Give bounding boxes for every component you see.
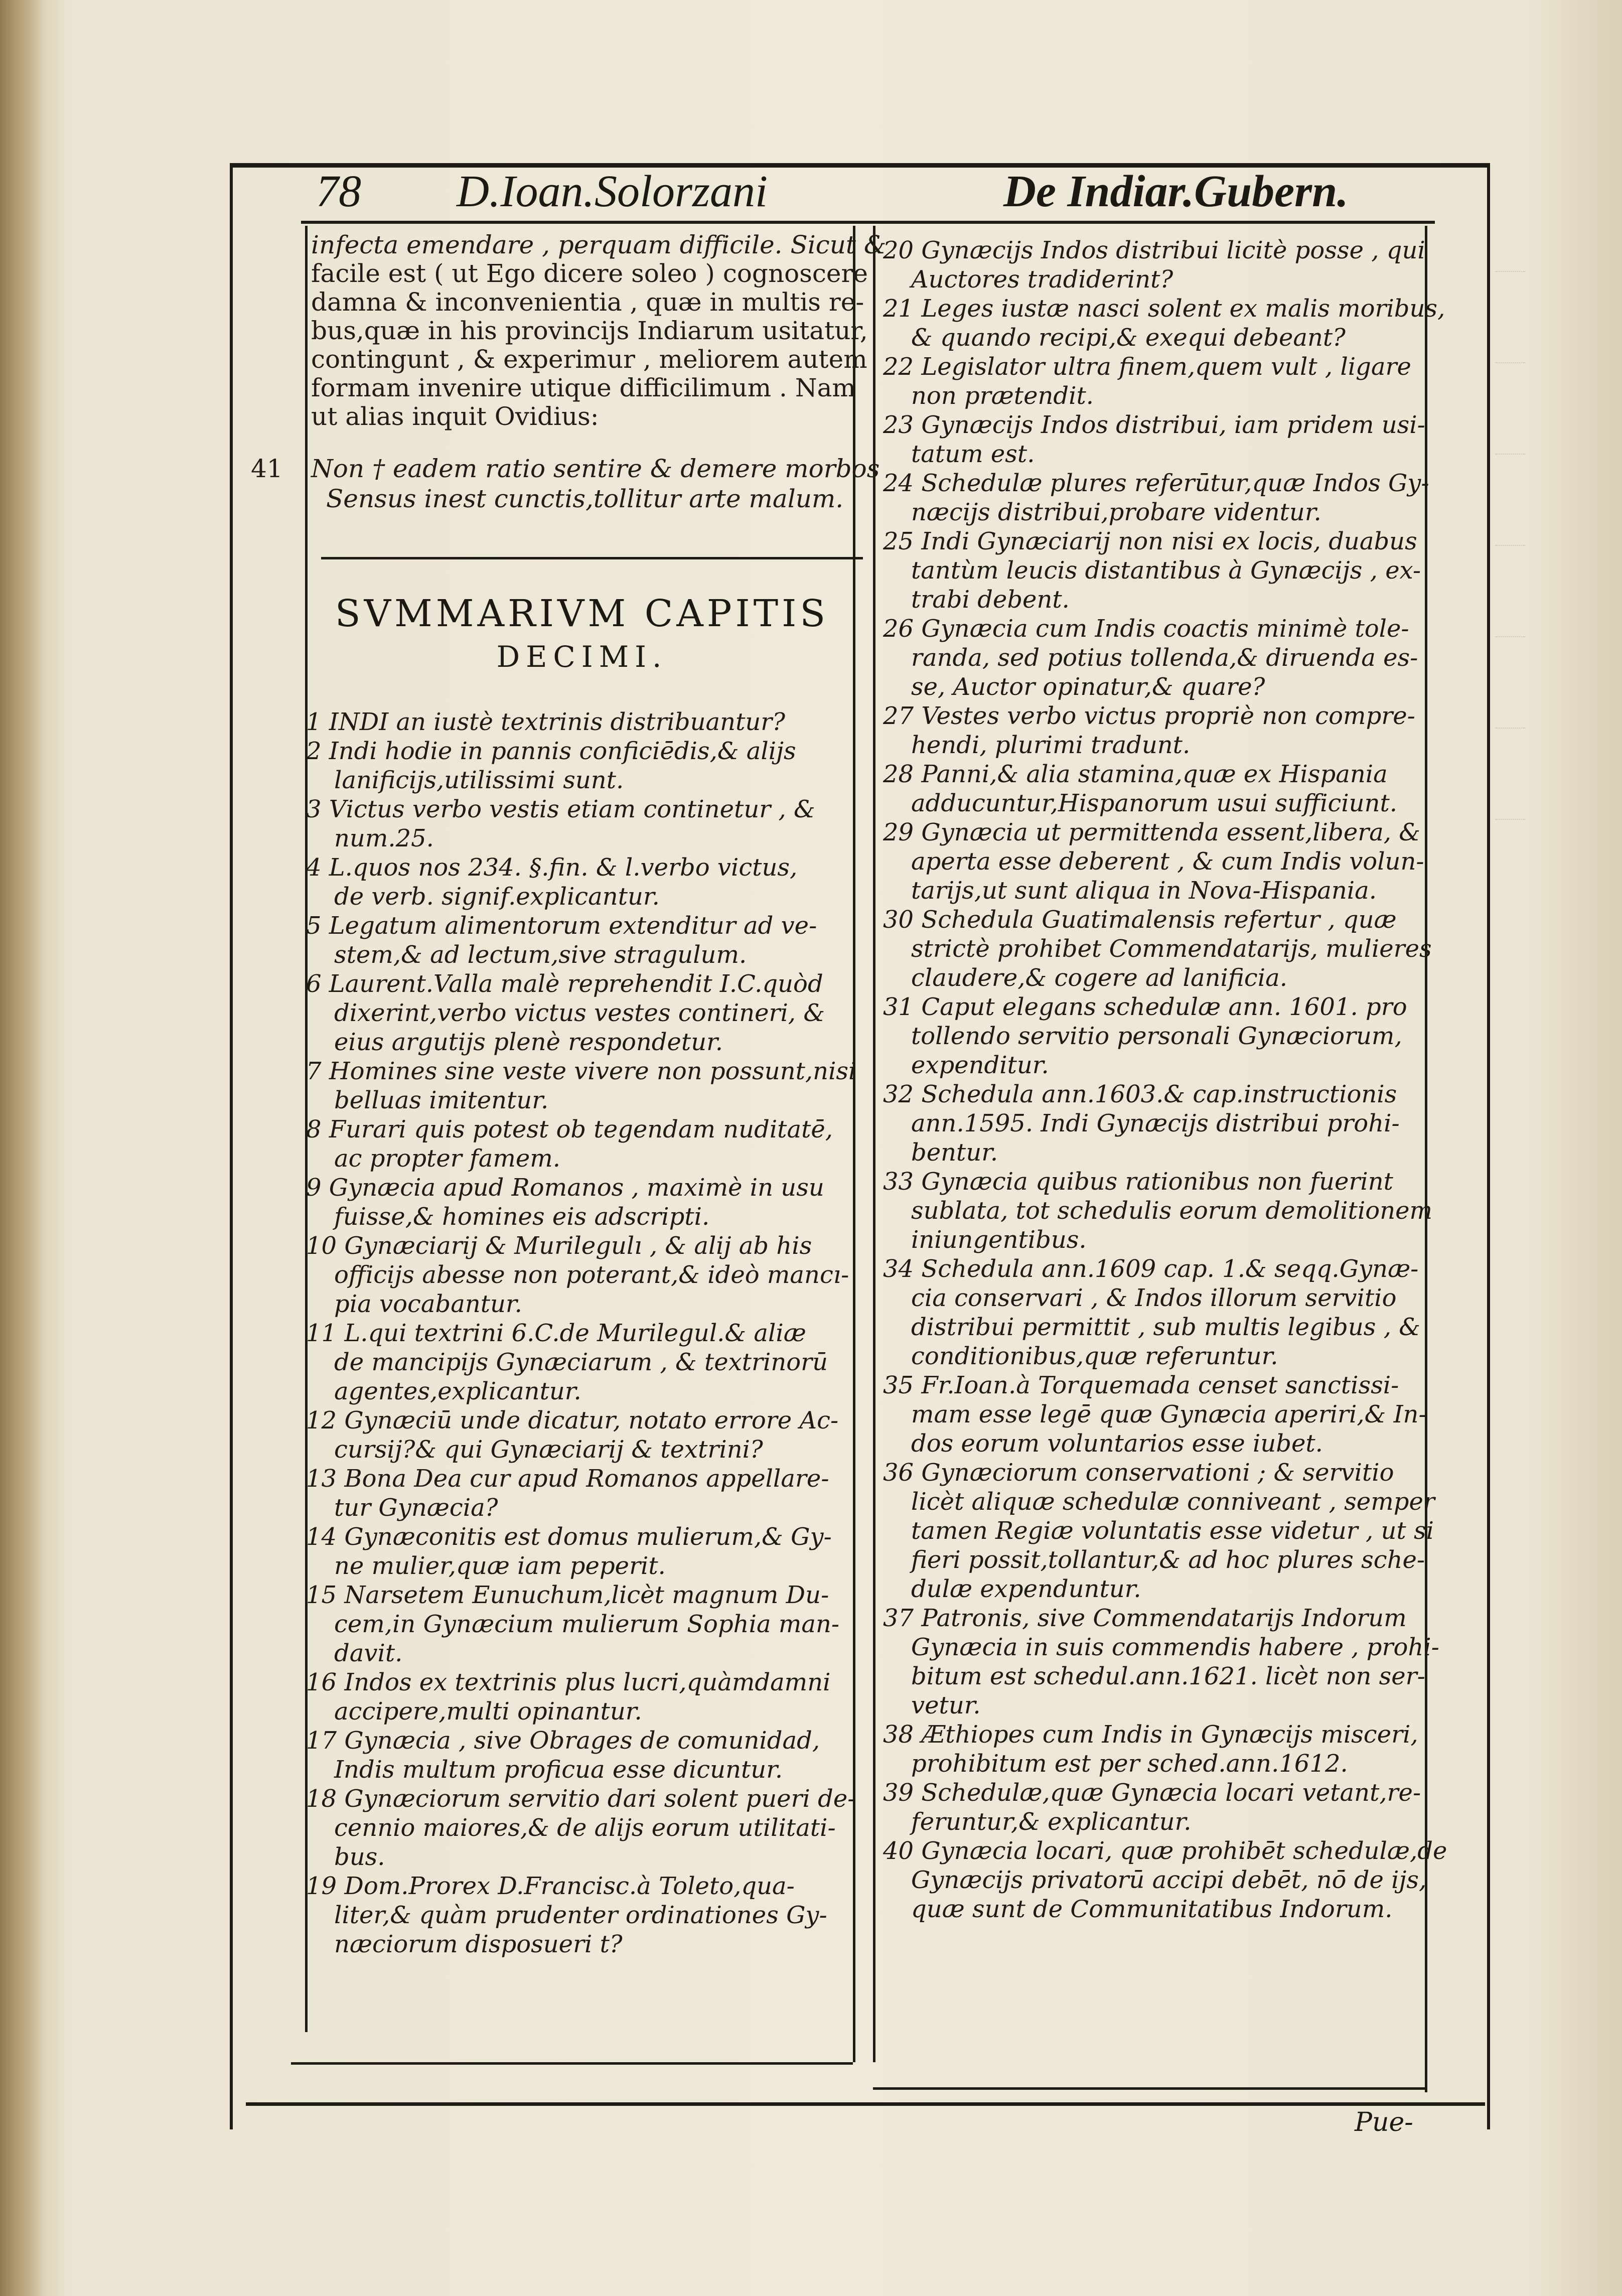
entry-number: 11 bbox=[306, 1319, 345, 1347]
entry-line: 33 Gynæcia quibus rationibus non fuerint bbox=[883, 1168, 1393, 1196]
entry-line: ne mulier,quæ iam peperit. bbox=[334, 1552, 666, 1580]
summary-entry bbox=[883, 1167, 1440, 1254]
entry-line: 4 L.quos nos 234. §.fin. & l.verbo victus, bbox=[306, 853, 798, 882]
entry-line: cennio maiores,& de alijs eorum utilitati- bbox=[334, 1814, 836, 1842]
entry-line: adducuntur,Hispanorum usui sufficiunt. bbox=[911, 789, 1398, 817]
entry-line: cursij?& qui Gynæciarij & textrini? bbox=[334, 1436, 763, 1464]
right-column-bottom-rule bbox=[873, 2087, 1425, 2090]
summary-entry bbox=[883, 410, 1440, 469]
entry-line: stem,& ad lectum,sive stragulum. bbox=[334, 941, 747, 969]
entry-line: & quando recipi,& exequi debeant? bbox=[911, 324, 1346, 352]
summary-entry bbox=[883, 1254, 1440, 1371]
entry-number: 34 bbox=[883, 1255, 922, 1283]
entry-number: 22 bbox=[883, 353, 922, 381]
entry-line: 19 Dom.Prorex D.Francisc.à Toleto,qua- bbox=[306, 1872, 795, 1900]
summary-entry bbox=[883, 352, 1440, 410]
entry-line: 10 Gynæciarij & Murilegulı , & alij ab his bbox=[306, 1232, 812, 1260]
summary-subtitle: DECIMI. bbox=[496, 640, 668, 674]
entry-line: 34 Schedula ann.1609 cap. 1.& seqq.Gynæ- bbox=[883, 1255, 1419, 1283]
header-author: D.Ioan.Solorzani bbox=[457, 167, 768, 216]
entry-line: trabi debent. bbox=[911, 586, 1070, 614]
entry-line: 21 Leges iustæ nasci solent ex malis moribus, bbox=[883, 295, 1445, 323]
show-through-marks bbox=[1495, 241, 1555, 2097]
summary-entry bbox=[883, 1720, 1440, 1778]
entry-number: 33 bbox=[883, 1168, 922, 1196]
entry-line: hendi, plurimi tradunt. bbox=[911, 731, 1191, 759]
entry-number: 13 bbox=[306, 1465, 345, 1493]
entry-line: prohibitum est per sched.ann.1612. bbox=[911, 1750, 1348, 1778]
entry-number: 27 bbox=[883, 702, 922, 730]
summary-entry bbox=[883, 992, 1440, 1080]
catchword: Pue- bbox=[1355, 2107, 1413, 2137]
summary-entry bbox=[883, 701, 1440, 760]
entry-number: 23 bbox=[883, 411, 922, 439]
entry-line: pia vocabantur. bbox=[334, 1290, 522, 1318]
entry-line: tarijs,ut sunt aliqua in Nova-Hispania. bbox=[911, 877, 1377, 905]
entry-line: dos eorum voluntarios esse iubet. bbox=[911, 1429, 1323, 1458]
entry-line: 31 Caput elegans schedulæ ann. 1601. pro bbox=[883, 993, 1407, 1021]
summary-entry bbox=[883, 1458, 1440, 1604]
entry-number: 3 bbox=[306, 795, 329, 823]
entry-line: 32 Schedula ann.1603.& cap.instructionis bbox=[883, 1080, 1397, 1108]
summary-entry bbox=[883, 905, 1440, 992]
summary-entry bbox=[883, 1778, 1440, 1836]
entry-line: bentur. bbox=[911, 1138, 998, 1167]
entry-line: 5 Legatum alimentorum extenditur ad ve- bbox=[306, 912, 817, 940]
entry-line: tatum est. bbox=[911, 440, 1035, 468]
entry-line: lanificijs,utilissimi sunt. bbox=[334, 766, 624, 794]
header-title: De Indiar.Gubern. bbox=[1003, 167, 1349, 216]
entry-line: 20 Gynæcijs Indos distribui licitè posse , qui bbox=[883, 236, 1425, 264]
intro-line: ut alias inquit Ovidius: bbox=[311, 402, 599, 431]
entry-line: quæ sunt de Communitatibus Indorum. bbox=[911, 1895, 1393, 1923]
entry-line: tantùm leucis distantibus à Gynæcijs , ex- bbox=[911, 556, 1421, 585]
entry-line: cia conservari , & Indos illorum servitio bbox=[911, 1284, 1397, 1312]
entry-line: 38 Æthiopes cum Indis in Gynæcijs misceri, bbox=[883, 1720, 1418, 1749]
entry-number: 26 bbox=[883, 615, 922, 643]
entry-number: 40 bbox=[883, 1837, 922, 1865]
entry-line: fieri possit,tollantur,& ad hoc plures sche- bbox=[911, 1546, 1425, 1574]
entry-number: 15 bbox=[306, 1581, 345, 1609]
entry-number: 6 bbox=[306, 970, 329, 998]
entry-line: 9 Gynæcia apud Romanos , maximè in usu bbox=[306, 1174, 824, 1202]
summary-entry bbox=[306, 1784, 858, 1872]
entry-line: officijs abesse non poterant,& ideò mancı- bbox=[334, 1261, 849, 1289]
entry-number: 1 bbox=[306, 708, 329, 736]
entry-number: 25 bbox=[883, 527, 922, 555]
summary-entry bbox=[883, 236, 1440, 294]
entry-line: tur Gynæcia? bbox=[334, 1494, 498, 1522]
entry-number: 37 bbox=[883, 1604, 922, 1632]
entry-line: ann.1595. Indi Gynæcijs distribui prohi- bbox=[911, 1109, 1400, 1137]
entry-line: Gynæcijs privatorū accipi debēt, nō de ijs, bbox=[911, 1866, 1427, 1894]
entry-line: davit. bbox=[334, 1639, 403, 1667]
entry-line: iniungentibus. bbox=[911, 1226, 1087, 1254]
entry-line: 24 Schedulæ plures referūtur,quæ Indos Gy- bbox=[883, 469, 1429, 497]
entry-line: distribui permittit , sub multis legibus , & bbox=[911, 1313, 1420, 1341]
entry-number: 30 bbox=[883, 906, 922, 934]
entry-line: num.25. bbox=[334, 824, 434, 852]
entry-line: Gynæcia in suis commendis habere , prohi- bbox=[911, 1633, 1439, 1661]
entry-line: 36 Gynæciorum conservationi ; & servitio bbox=[883, 1459, 1394, 1487]
entry-line: 40 Gynæcia locari, quæ prohibēt schedulæ,de bbox=[883, 1837, 1447, 1865]
entry-line: 14 Gynæconitis est domus mulierum,& Gy- bbox=[306, 1523, 832, 1551]
entry-line: aperta esse deberent , & cum Indis volun- bbox=[911, 847, 1424, 876]
margin-note-number: 41 bbox=[251, 454, 283, 483]
summary-entry bbox=[306, 795, 858, 853]
entry-line: 2 Indi hodie in pannis conficiēdis,& alijs bbox=[306, 737, 796, 765]
entry-line: sublata, tot schedulis eorum demolitionem bbox=[911, 1197, 1433, 1225]
intro-line: damna & inconvenientia , quæ in multis re- bbox=[311, 288, 864, 317]
summary-entry bbox=[883, 614, 1440, 701]
entry-number: 2 bbox=[306, 737, 329, 765]
entry-number: 14 bbox=[306, 1523, 345, 1551]
entry-line: 1 INDI an iustè textrinis distribuantur? bbox=[306, 708, 785, 736]
summary-entry bbox=[306, 1872, 858, 1959]
summary-entry bbox=[306, 969, 858, 1057]
running-header bbox=[301, 166, 1430, 226]
entry-line: 27 Vestes verbo victus propriè non compre- bbox=[883, 702, 1415, 730]
intro-line: contingunt , & experimur , meliorem autem bbox=[311, 345, 867, 374]
entry-line: cem,in Gynæcium mulierum Sophia man- bbox=[334, 1610, 840, 1638]
entry-number: 21 bbox=[883, 295, 922, 323]
left-column-bottom-rule bbox=[291, 2062, 853, 2065]
summary-entry bbox=[306, 1319, 858, 1406]
verse-line: Non † eadem ratio sentire & demere morbos bbox=[311, 454, 880, 483]
summary-entry bbox=[306, 737, 858, 795]
entry-line: eius argutijs plenè respondetur. bbox=[334, 1028, 723, 1056]
intro-paragraph bbox=[311, 230, 887, 431]
summary-entry bbox=[883, 1604, 1440, 1720]
entry-number: 24 bbox=[883, 469, 922, 497]
entry-number: 4 bbox=[306, 853, 329, 882]
summary-entry bbox=[306, 853, 858, 911]
header-rule bbox=[301, 221, 1435, 224]
entry-line: dixerint,verbo victus vestes contineri, & bbox=[334, 999, 825, 1027]
entry-number: 35 bbox=[883, 1371, 922, 1399]
entry-line: non prætendit. bbox=[911, 382, 1094, 410]
entry-line: 6 Laurent.Valla malè reprehendit I.C.quòd bbox=[306, 970, 823, 998]
entry-line: 35 Fr.Ioan.à Torquemada censet sanctissi- bbox=[883, 1371, 1399, 1399]
summary-entry bbox=[883, 1371, 1440, 1458]
section-rule bbox=[321, 557, 863, 559]
summary-entry bbox=[883, 818, 1440, 905]
verse-line: Sensus inest cunctis,tollitur arte malum. bbox=[326, 484, 844, 513]
intro-line: infecta emendare , perquam difficile. Sicut & bbox=[311, 230, 887, 259]
summary-entries-right bbox=[883, 236, 1447, 1924]
entry-line: ac propter famem. bbox=[334, 1144, 561, 1173]
summary-entry bbox=[306, 1231, 858, 1319]
summary-entry bbox=[306, 1173, 858, 1231]
entry-line: expenditur. bbox=[911, 1051, 1049, 1079]
summary-entries-left bbox=[306, 707, 858, 1959]
entry-number: 16 bbox=[306, 1668, 345, 1696]
entry-line: fuisse,& homines eis adscripti. bbox=[334, 1203, 710, 1231]
entry-line: agentes,explicantur. bbox=[334, 1377, 581, 1405]
summary-entry bbox=[306, 1464, 858, 1522]
intro-line: bus,quæ in his provincijs Indiarum usitatur, bbox=[311, 316, 868, 345]
summary-entry bbox=[883, 760, 1440, 818]
summary-entry bbox=[306, 1057, 858, 1115]
summary-entry bbox=[306, 1581, 858, 1668]
entry-line: bus. bbox=[334, 1843, 385, 1871]
entry-number: 8 bbox=[306, 1115, 329, 1143]
entry-line: Indis multum proficua esse dicuntur. bbox=[334, 1756, 783, 1784]
entry-line: næciorum disposueri t? bbox=[334, 1930, 623, 1958]
entry-number: 7 bbox=[306, 1057, 329, 1085]
entry-line: belluas imitentur. bbox=[334, 1086, 549, 1114]
entry-number: 36 bbox=[883, 1459, 922, 1487]
entry-number: 9 bbox=[306, 1174, 329, 1202]
summary-entry bbox=[883, 1836, 1447, 1924]
summary-entry bbox=[883, 1080, 1440, 1167]
entry-line: 15 Narsetem Eunuchum,licèt magnum Du- bbox=[306, 1581, 829, 1609]
entry-line: claudere,& cogere ad lanificia. bbox=[911, 964, 1287, 992]
entry-number: 39 bbox=[883, 1779, 922, 1807]
entry-line: 3 Victus verbo vestis etiam continetur , & bbox=[306, 795, 815, 823]
entry-line: 16 Indos ex textrinis plus lucri,quàmdamni bbox=[306, 1668, 831, 1696]
entry-number: 10 bbox=[306, 1232, 345, 1260]
entry-line: 12 Gynæciū unde dicatur, notato errore Ac- bbox=[306, 1406, 839, 1434]
entry-line: dulæ expenduntur. bbox=[911, 1575, 1141, 1603]
intro-line: facile est ( ut Ego dicere soleo ) cognoscere bbox=[311, 259, 868, 288]
book-gutter-shadow bbox=[0, 0, 45, 2296]
entry-line: feruntur,& explicantur. bbox=[911, 1808, 1192, 1836]
entry-line: randa, sed potius tollenda,& diruenda es- bbox=[911, 644, 1418, 672]
summary-entry bbox=[306, 707, 858, 737]
entry-number: 19 bbox=[306, 1872, 345, 1900]
summary-entry bbox=[306, 911, 858, 969]
center-rule-right bbox=[873, 226, 875, 2062]
entry-line: strictè prohibet Commendatarijs, mulieres bbox=[911, 935, 1432, 963]
entry-number: 12 bbox=[306, 1406, 345, 1434]
entry-number: 5 bbox=[306, 912, 329, 940]
entry-line: 8 Furari quis potest ob tegendam nuditatē, bbox=[306, 1115, 833, 1143]
entry-line: tollendo servitio personali Gynæciorum, bbox=[911, 1022, 1402, 1050]
summary-title: SVMMARIVM CAPITIS bbox=[335, 592, 829, 635]
page-number: 78 bbox=[316, 167, 361, 216]
entry-line: Auctores tradiderint? bbox=[911, 265, 1173, 294]
entry-number: 20 bbox=[883, 236, 922, 264]
summary-entry bbox=[883, 469, 1440, 527]
entry-line: tamen Regiæ voluntatis esse videtur , ut si bbox=[911, 1517, 1434, 1545]
entry-line: 25 Indi Gynæciarij non nisi ex locis, duabus bbox=[883, 527, 1417, 555]
entry-line: de verb. signif.explicantur. bbox=[334, 883, 660, 911]
entry-line: vetur. bbox=[911, 1691, 981, 1719]
entry-line: bitum est schedul.ann.1621. licèt non ser- bbox=[911, 1662, 1425, 1690]
entry-line: liter,& quàm prudenter ordinationes Gy- bbox=[334, 1901, 827, 1929]
entry-number: 18 bbox=[306, 1785, 345, 1813]
summary-entry bbox=[306, 1115, 858, 1173]
entry-line: accipere,multi opinantur. bbox=[334, 1697, 642, 1726]
entry-line: 28 Panni,& alia stamina,quæ ex Hispania bbox=[883, 760, 1388, 788]
entry-line: 7 Homines sine veste vivere non possunt,nisi bbox=[306, 1057, 856, 1085]
entry-number: 31 bbox=[883, 993, 922, 1021]
entry-line: mam esse legē quæ Gynæcia aperiri,& In- bbox=[911, 1400, 1427, 1428]
entry-line: 13 Bona Dea cur apud Romanos appellare- bbox=[306, 1465, 829, 1493]
entry-line: licèt aliquæ schedulæ conniveant , semper bbox=[911, 1488, 1435, 1516]
frame-bottom-rule bbox=[246, 2102, 1485, 2106]
entry-line: næcijs distribui,probare videntur. bbox=[911, 498, 1321, 526]
entry-number: 38 bbox=[883, 1720, 922, 1749]
entry-line: 30 Schedula Guatimalensis refertur , quæ bbox=[883, 906, 1397, 934]
summary-entry bbox=[883, 294, 1445, 352]
entry-line: se, Auctor opinatur,& quare? bbox=[911, 673, 1265, 701]
summary-entry bbox=[306, 1522, 858, 1581]
summary-entry bbox=[883, 527, 1440, 614]
entry-number: 17 bbox=[306, 1727, 345, 1755]
entry-number: 28 bbox=[883, 760, 922, 788]
entry-line: conditionibus,quæ referuntur. bbox=[911, 1342, 1278, 1370]
entry-line: 18 Gynæciorum servitio dari solent pueri de- bbox=[306, 1785, 856, 1813]
summary-entry bbox=[306, 1726, 858, 1784]
entry-line: 23 Gynæcijs Indos distribui, iam pridem usi- bbox=[883, 411, 1425, 439]
entry-line: 26 Gynæcia cum Indis coactis minimè tole- bbox=[883, 615, 1409, 643]
intro-line: formam invenire utique difficilimum . Nam bbox=[311, 373, 856, 402]
entry-number: 32 bbox=[883, 1080, 922, 1108]
entry-line: 22 Legislator ultra finem,quem vult , ligare bbox=[883, 353, 1411, 381]
entry-line: 29 Gynæcia ut permittenda essent,libera, & bbox=[883, 818, 1421, 846]
entry-line: 11 L.qui textrini 6.C.de Murilegul.& aliæ bbox=[306, 1319, 806, 1347]
entry-line: 17 Gynæcia , sive Obrages de comunidad, bbox=[306, 1727, 820, 1755]
entry-line: de mancipijs Gynæciarum , & textrinorū bbox=[334, 1348, 828, 1376]
summary-entry bbox=[306, 1668, 858, 1726]
entry-line: 39 Schedulæ,quæ Gynæcia locari vetant,re- bbox=[883, 1779, 1421, 1807]
summary-entry bbox=[306, 1406, 858, 1464]
entry-line: 37 Patronis, sive Commendatarijs Indorum bbox=[883, 1604, 1407, 1632]
entry-number: 29 bbox=[883, 818, 922, 846]
